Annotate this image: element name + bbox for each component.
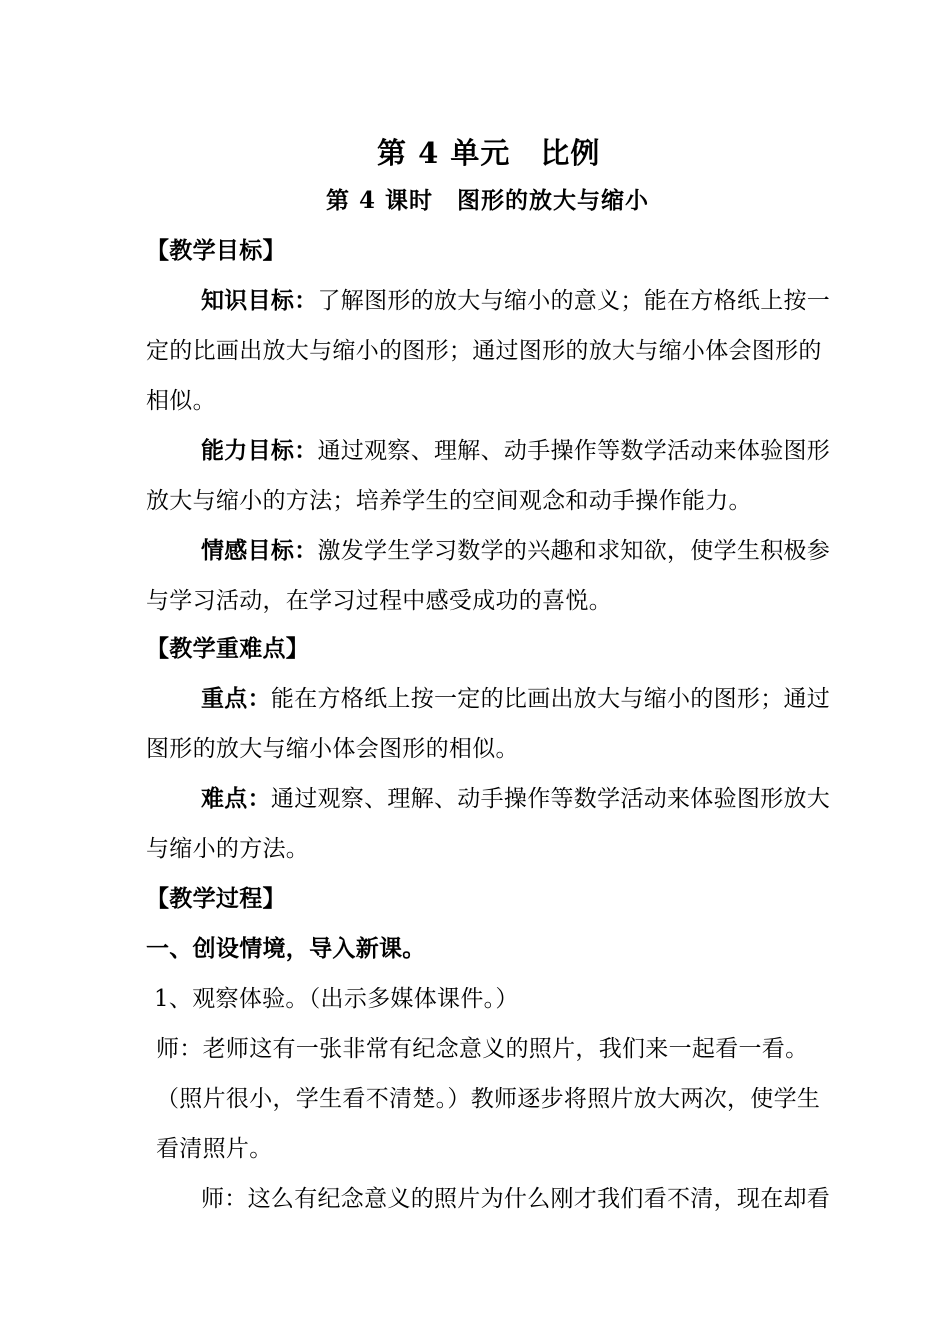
paragraph-focus-line-2: 图形的放大与缩小体会图形的相似。 (146, 736, 519, 762)
focus-label: 重点： (201, 685, 271, 712)
knowledge-goal-label: 知识目标： (201, 287, 318, 314)
section-heading-process: 【教学过程】 (146, 885, 286, 912)
teacher-remark-1-line-1: 师：老师这有一张非常有纪念意义的照片，我们来一起看一看。 (156, 1036, 809, 1062)
page-subtitle: 第 4 课时 图形的放大与缩小 (326, 187, 650, 214)
paragraph-knowledge-line-2: 定的比画出放大与缩小的图形；通过图形的放大与缩小体会图形的 (146, 338, 822, 364)
section-heading-key-points: 【教学重难点】 (146, 635, 310, 662)
paragraph-difficulty-line-1 (201, 784, 830, 814)
knowledge-goal-text: 了解图形的放大与缩小的意义；能在方格纸上按一 (317, 288, 831, 314)
paragraph-ability-line-1 (201, 436, 830, 466)
teacher-remark-1-line-2: （照片很小，学生看不清楚。）教师逐步将照片放大两次，使学生 (156, 1086, 821, 1112)
paragraph-ability-line-2: 放大与缩小的方法；培养学生的空间观念和动手操作能力。 (146, 488, 752, 514)
paragraph-emotion-line-2: 与学习活动，在学习过程中感受成功的喜悦。 (146, 588, 612, 614)
page-title: 第 4 单元 比例 (377, 136, 601, 170)
paragraph-emotion-line-1 (201, 536, 830, 566)
paragraph-focus-line-1 (201, 684, 830, 714)
difficulty-label: 难点： (201, 785, 271, 812)
ability-goal-text: 通过观察、理解、动手操作等数学活动来体验图形 (317, 438, 831, 464)
emotion-goal-text: 激发学生学习数学的兴趣和求知欲，使学生积极参 (317, 538, 831, 564)
emotion-goal-label: 情感目标： (201, 537, 318, 564)
focus-text: 能在方格纸上按一定的比画出放大与缩小的图形；通过 (270, 686, 831, 712)
process-item-1: 1、观察体验。（出示多媒体课件。） (154, 986, 519, 1012)
paragraph-knowledge-line-3: 相似。 (146, 388, 216, 414)
process-step-1-heading: 一、创设情境，导入新课。 (146, 935, 426, 962)
teacher-remark-1-line-3: 看清照片。 (156, 1136, 273, 1162)
paragraph-knowledge-line-1 (201, 286, 830, 316)
difficulty-text: 通过观察、理解、动手操作等数学活动来体验图形放大 (270, 786, 831, 812)
paragraph-difficulty-line-2: 与缩小的方法。 (146, 836, 310, 862)
ability-goal-label: 能力目标： (201, 437, 318, 464)
teacher-remark-2-line-1: 师：这么有纪念意义的照片为什么刚才我们看不清，现在却看 (201, 1186, 831, 1212)
section-heading-goals: 【教学目标】 (146, 237, 286, 264)
